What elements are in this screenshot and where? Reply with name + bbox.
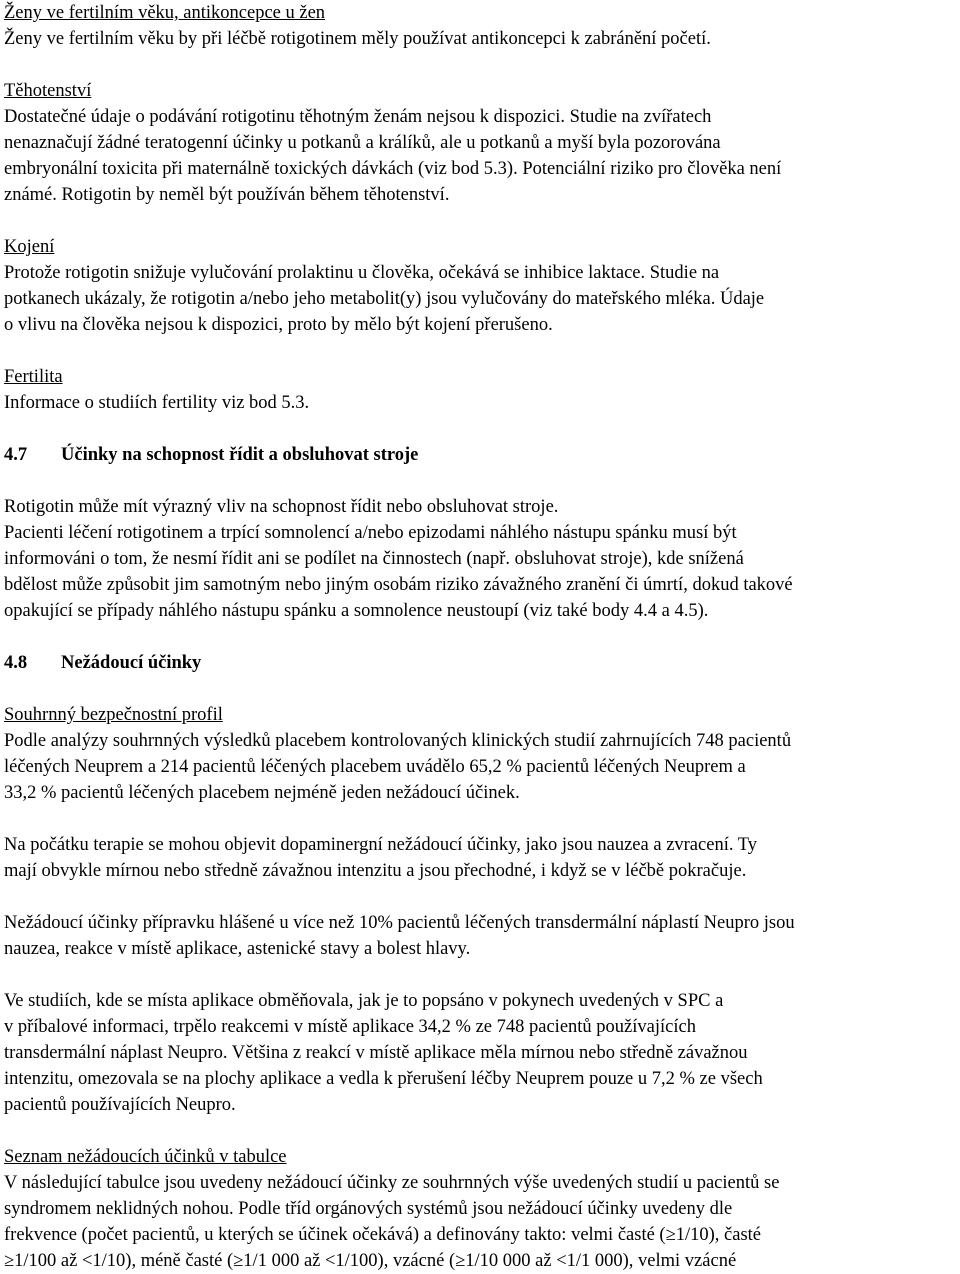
section-title: Účinky na schopnost řídit a obsluhovat stroje: [61, 445, 419, 465]
breastfeeding-heading: Kojení: [4, 237, 55, 257]
table-intro-line: syndromem neklidných nohou. Podle tříd orgánových systémů jsou nežádoucí účinky uvedeny dle: [4, 1199, 733, 1219]
summary-paragraph-4: [4, 988, 956, 1118]
section-4-7-heading: [4, 442, 956, 468]
breastfeeding-line: o vlivu na člověka nejsou k dispozici, proto by mělo být kojení přerušeno.: [4, 315, 553, 335]
section-4-7-line: bdělost může způsobit jim samotným nebo jiným osobám riziko závažného zranění či úmrtí, dokud takové: [4, 575, 793, 595]
pregnancy-paragraph: [4, 104, 956, 208]
table-intro-line: V následující tabulce jsou uvedeny nežádoucí účinky ze souhrnných výše uvedených studií u pacientů se: [4, 1173, 780, 1193]
summary-heading: Souhrnný bezpečnostní profil: [4, 705, 223, 725]
section-4-7-line: informováni o tom, že nesmí řídit ani se podílet na činnostech (např. obsluhovat stroje), kde snížená: [4, 549, 744, 569]
summary-line: transdermální náplast Neupro. Většina z reakcí v místě aplikace měla mírnou nebo středně závažnou: [4, 1043, 748, 1063]
breastfeeding-paragraph: [4, 260, 956, 338]
table-intro-line: frekvence (počet pacientů, u kterých se účinek očekává) a definovány takto: velmi časté (≥1/10), časté: [4, 1225, 762, 1245]
pregnancy-line: známé. Rotigotin by neměl být používán během těhotenství.: [4, 185, 450, 205]
fertile-women-text: Ženy ve fertilním věku by při léčbě rotigotinem měly používat antikoncepci k zabránění početí.: [4, 29, 711, 49]
summary-line: v příbalové informaci, trpělo reakcemi v místě aplikace 34,2 % ze 748 pacientů používajících: [4, 1017, 696, 1037]
summary-line: intenzitu, omezovala se na plochy aplikace a vedla k přerušení léčby Neuprem pouze u 7,2 % ze všech: [4, 1069, 763, 1089]
summary-line: Na počátku terapie se mohou objevit dopaminergní nežádoucí účinky, jako jsou nauzea a zvracení. Ty: [4, 835, 758, 855]
summary-line: léčených Neuprem a 214 pacientů léčených placebem uvádělo 65,2 % pacientů léčených Neuprem a: [4, 757, 746, 777]
summary-line: mají obvykle mírnou nebo středně závažnou intenzitu a jsou přechodné, i když se v léčbě pokračuje.: [4, 861, 747, 881]
summary-line: 33,2 % pacientů léčených placebem nejméně jeden nežádoucí účinek.: [4, 783, 520, 803]
summary-line: Ve studiích, kde se místa aplikace obměňovala, jak je to popsáno v pokynech uvedených v SPC a: [4, 991, 724, 1011]
table-intro-line: ≥1/100 až <1/10), méně časté (≥1/1 000 až <1/100), vzácné (≥1/10 000 až <1/1 000), velmi vzácné: [4, 1251, 737, 1271]
section-4-8-heading: [4, 650, 956, 676]
section-number: 4.8: [4, 653, 28, 673]
section-4-7-paragraph: [4, 494, 956, 624]
fertility-text: Informace o studiích fertility viz bod 5.3.: [4, 393, 310, 413]
fertility-heading: Fertilita: [4, 367, 63, 387]
table-heading: Seznam nežádoucích účinků v tabulce: [4, 1147, 287, 1167]
summary-line: Nežádoucí účinky přípravku hlášené u více než 10% pacientů léčených transdermální náplastí Neupro jsou: [4, 913, 795, 933]
section-number: 4.7: [4, 445, 28, 465]
section-4-7-line: opakující se případy náhlého nástupu spánku a somnolence neustoupí (viz také body 4.4 a 4.5).: [4, 601, 709, 621]
fertile-women-heading: Ženy ve fertilním věku, antikoncepce u žen: [4, 3, 326, 23]
pregnancy-line: Dostatečné údaje o podávání rotigotinu těhotným ženám nejsou k dispozici. Studie na zvířatech: [4, 107, 712, 127]
pregnancy-line: embryonální toxicita při maternálně toxických dávkách (viz bod 5.3). Potenciální riziko pro člověka není: [4, 159, 782, 179]
summary-line: Podle analýzy souhrnných výsledků placebem kontrolovaných klinických studií zahrnujících 748 pacientů: [4, 731, 792, 751]
pregnancy-heading: Těhotenství: [4, 81, 92, 101]
summary-line: pacientů používajících Neupro.: [4, 1095, 236, 1115]
section-title: Nežádoucí účinky: [61, 653, 202, 673]
breastfeeding-line: Protože rotigotin snižuje vylučování prolaktinu u člověka, očekává se inhibice laktace. Studie na: [4, 263, 720, 283]
summary-line: nauzea, reakce v místě aplikace, astenické stavy a bolest hlavy.: [4, 939, 471, 959]
pregnancy-line: nenaznačují žádné teratogenní účinky u potkanů a králíků, ale u potkanů a myší byla pozorována: [4, 133, 721, 153]
breastfeeding-line: potkanech ukázaly, že rotigotin a/nebo jeho metabolit(y) jsou vylučovány do mateřského mléka. Údaje: [4, 289, 765, 309]
section-4-7-line: Pacienti léčení rotigotinem a trpící somnolencí a/nebo epizodami náhlého nástupu spánku musí být: [4, 523, 737, 543]
table-intro-paragraph: [4, 1170, 956, 1274]
summary-paragraph-2: [4, 832, 956, 884]
summary-paragraph-1: [4, 728, 956, 806]
section-4-7-line: Rotigotin může mít výrazný vliv na schopnost řídit nebo obsluhovat stroje.: [4, 497, 559, 517]
summary-paragraph-3: [4, 910, 956, 962]
